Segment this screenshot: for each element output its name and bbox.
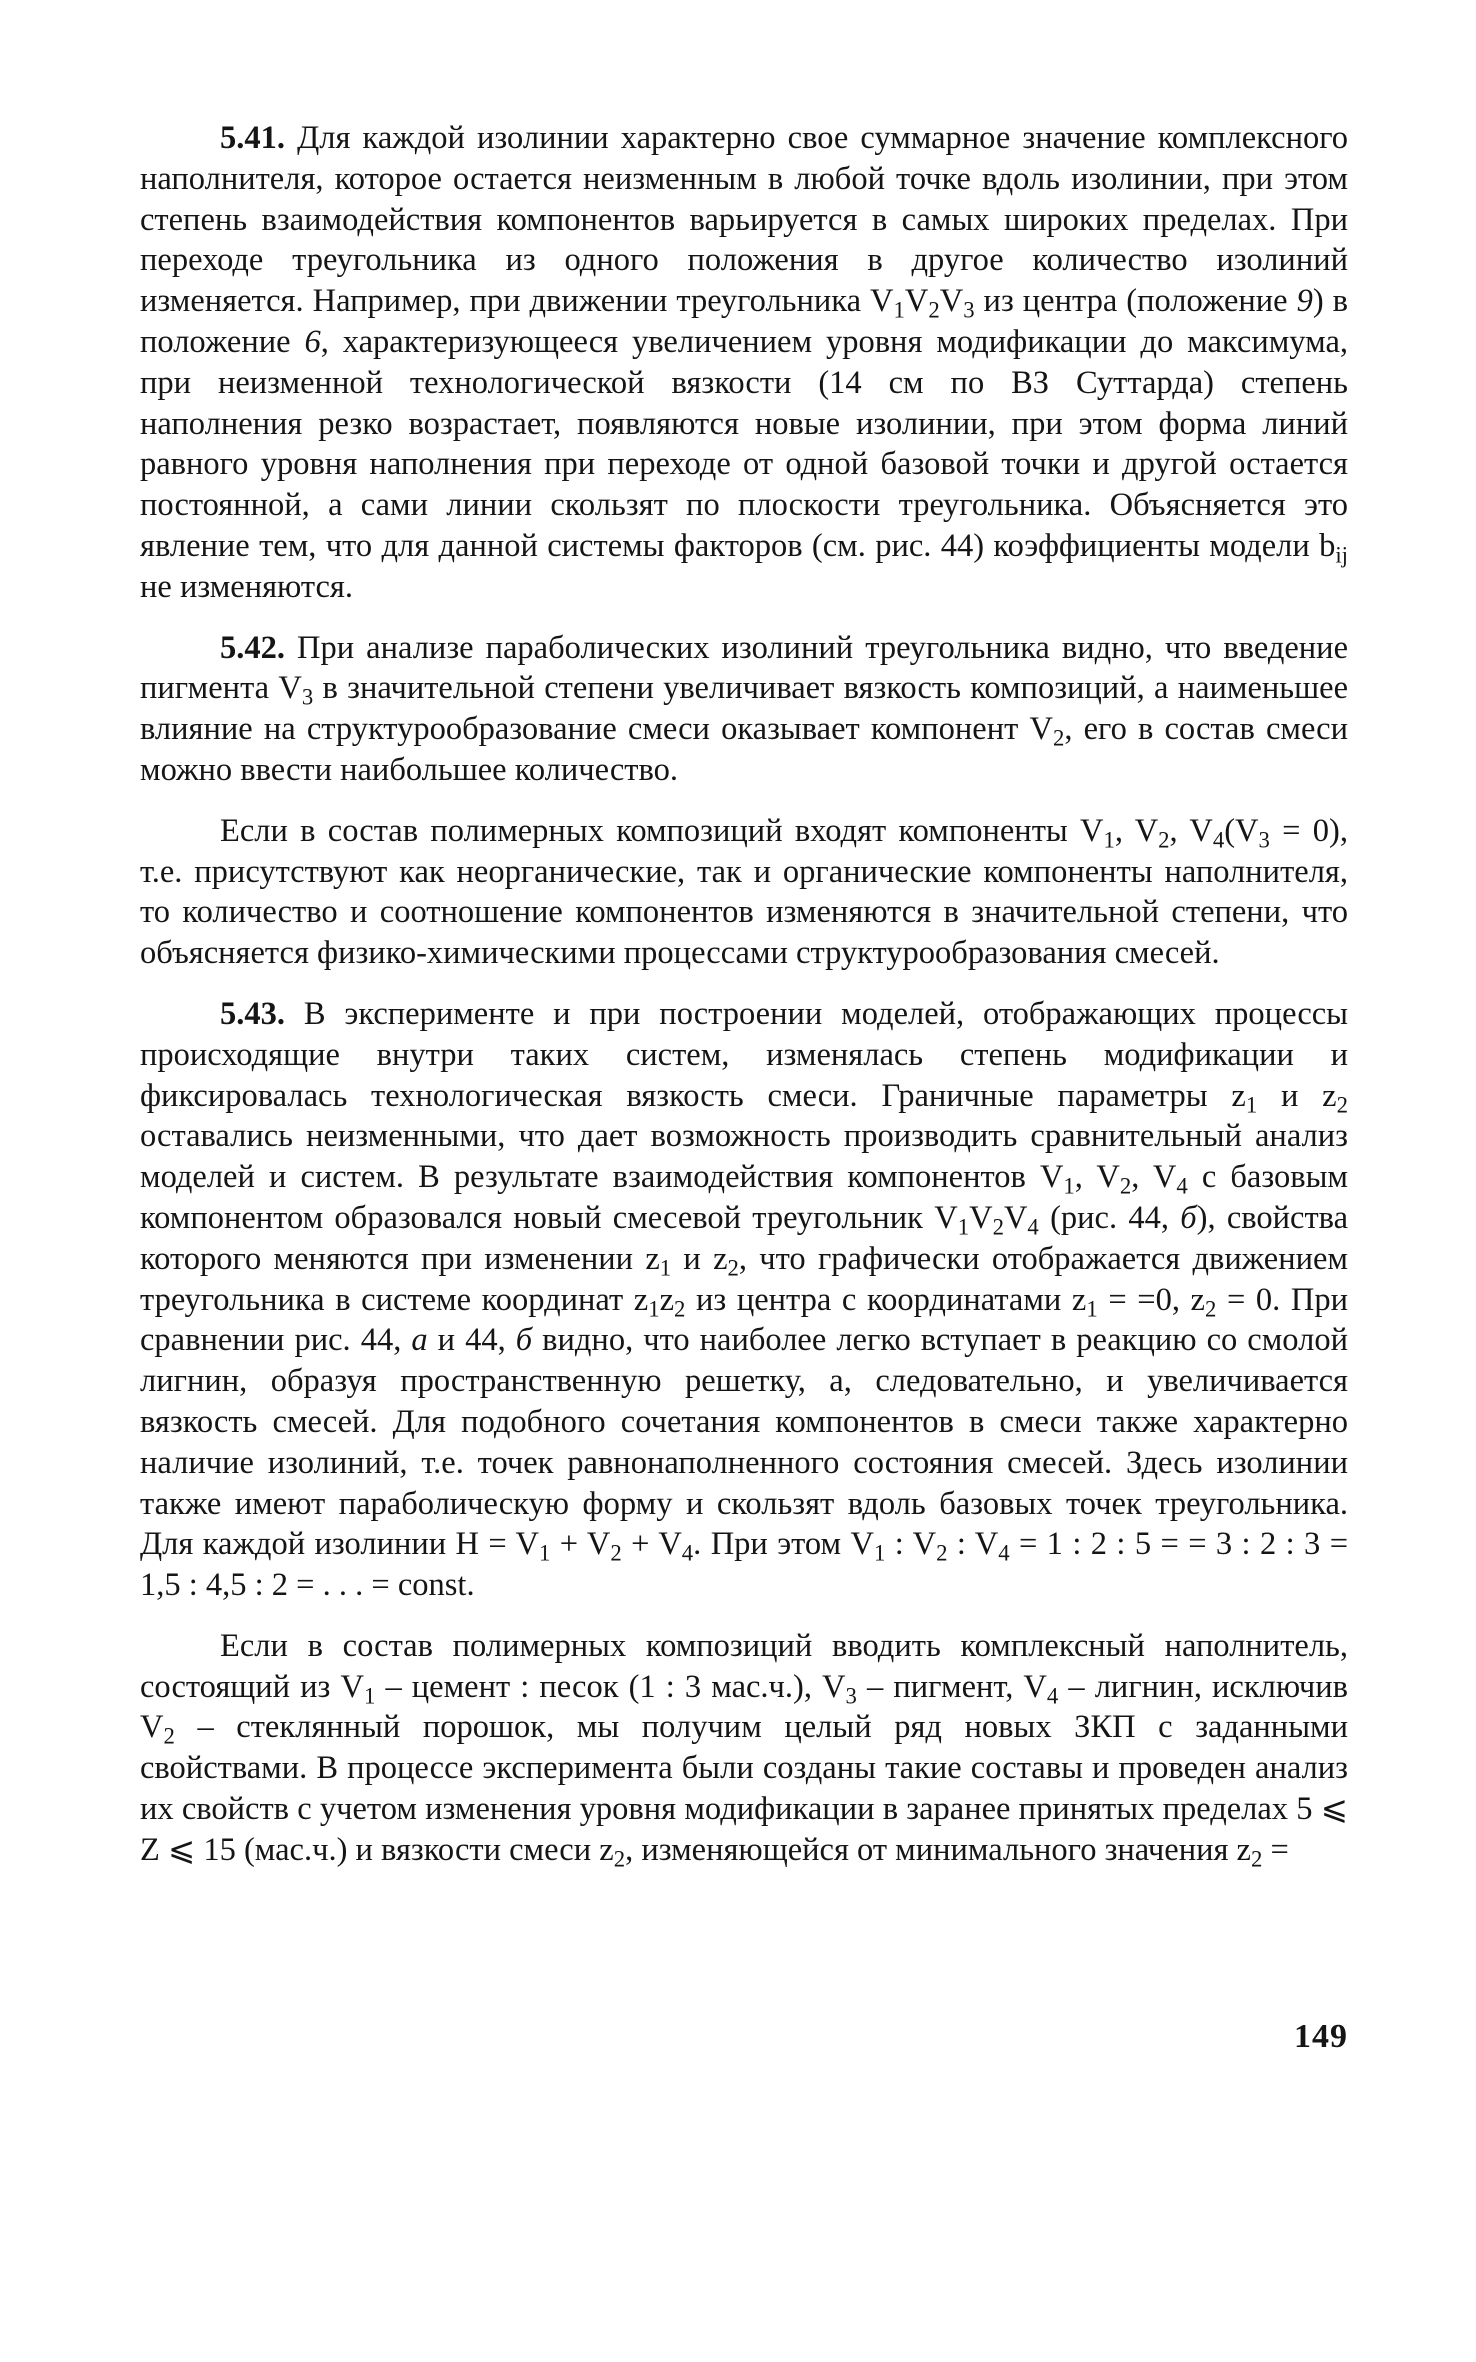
paragraph-components-v1-v2-v4 (140, 811, 1348, 974)
section-number: 5.42. (220, 629, 285, 666)
paragraph-5-42 (140, 628, 1348, 791)
text-run: из центра с координатами z (685, 1281, 1087, 1318)
paragraph-5-43 (140, 994, 1348, 1606)
subscript: 1 (893, 297, 905, 323)
subscript: 2 (1158, 827, 1170, 853)
subscript: 2 (936, 1540, 948, 1566)
text-run: и z (1257, 1077, 1337, 1114)
text-run: – цемент : песок (1 : 3 мас.ч.), V (375, 1668, 846, 1705)
subscript: 4 (1046, 1683, 1059, 1709)
text-run: ) в положение (140, 283, 1349, 360)
text-run: V (904, 283, 929, 320)
text-run: + V (621, 1526, 682, 1563)
text-run: , V (1074, 1159, 1120, 1196)
italic-text: а (411, 1322, 428, 1359)
text-run: V (969, 1199, 993, 1236)
text-run: z (659, 1281, 675, 1318)
subscript: 1 (1063, 1173, 1075, 1199)
text-run: Если в состав полимерных композиций входят компоненты V (220, 812, 1104, 849)
text-run: . При этом V (693, 1526, 874, 1563)
text-run: V (1003, 1199, 1028, 1236)
text-run: , характеризующееся увеличением уровня модификации до максимума, при неизменной технологической вязкости (14 см по ВЗ Суттарда) степень наполнения резко возрастает, появляются новые изолинии, при этом форма линий равного уровня наполнения при переходе от одной базовой точки и другой остается постоянной, а сами линии скользят по плоскости треугольника. Объясняется это явление тем, что для данной системы факторов (см. рис. 44) коэффициенты модели b (140, 323, 1348, 564)
text-run: = =0, z (1097, 1281, 1205, 1318)
text-run: В эксперименте и при построении моделей, отображающих процессы происходящие внутри таких систем, изменялась степень модификации и фиксировалась технологическая вязкость смеси. Граничные параметры z (140, 995, 1348, 1114)
text-run: – лигнин, исключив V (140, 1668, 1348, 1746)
text-run: с базовым компонентом образовался новый смесевой треугольник V (140, 1159, 1348, 1236)
subscript: 3 (845, 1683, 857, 1709)
subscript: 1 (1245, 1091, 1258, 1117)
italic-text: 9 (1296, 283, 1313, 320)
text-run: Если в состав полимерных композиций вводить комплексный наполнитель, состоящий из V (140, 1627, 1348, 1705)
text-run: , его в состав смеси можно ввести наибольшее количество. (140, 711, 1348, 788)
subscript: 2 (1250, 1846, 1263, 1872)
page-number: 149 (1294, 2018, 1348, 2055)
italic-text: 6 (304, 323, 321, 360)
subscript: 2 (674, 1295, 686, 1321)
text-run: (рис. 44, (1038, 1199, 1181, 1236)
subscript: 2 (928, 297, 940, 323)
subscript: ij (1335, 542, 1348, 568)
text-run: не изменяются. (140, 568, 353, 605)
text-run: из центра (положение (974, 283, 1297, 320)
subscript: 3 (1258, 827, 1270, 853)
subscript: 1 (659, 1255, 672, 1281)
subscript: 2 (610, 1540, 622, 1566)
text-run: = (1262, 1831, 1289, 1868)
text-run: , V (1131, 1159, 1177, 1196)
subscript: 1 (957, 1214, 970, 1240)
text-run: При анализе параболических изолиний треугольника видно, что введение пигмента V (140, 629, 1348, 707)
text-run: + V (550, 1526, 611, 1563)
subscript: 2 (992, 1214, 1004, 1240)
text-run: и z (671, 1240, 728, 1277)
text-run: ), свойства которого меняются при изменении z (140, 1199, 1349, 1277)
subscript: 2 (1204, 1295, 1217, 1321)
subscript: 4 (1176, 1173, 1188, 1199)
text-run: = 0. При сравнении рис. 44, (140, 1281, 1348, 1359)
text-run: , V (1114, 812, 1159, 849)
text-run: оставались неизменными, что дает возможность производить сравнительный анализ моделей и систем. В результате взаимодействия компонентов V (140, 1118, 1348, 1196)
subscript: 2 (727, 1255, 739, 1281)
text-run: в значительной степени увеличивает вязкость композиций, а наименьшее влияние на структурообразование смеси оказывает компонент V (140, 670, 1348, 748)
subscript: 4 (1027, 1214, 1039, 1240)
paragraph-complex-filler (140, 1626, 1348, 1871)
text-run: (V (1224, 812, 1259, 849)
subscript: 3 (963, 297, 975, 323)
subscript: 4 (998, 1540, 1010, 1566)
text-run: , что графически отображается движением треугольника в системе координат z (140, 1240, 1348, 1318)
text-run: Для каждой изолинии характерно свое суммарное значение комплексного наполнителя, которое остается неизменным в любой точке вдоль изолинии, при этом степень взаимодействия компонентов варьируется в самых широких пределах. При переходе треугольника из одного положения в другое количество изолиний изменяется. Например, при движении треугольника V (140, 120, 1348, 320)
section-number: 5.41. (220, 120, 285, 156)
text-run: – стеклянный порошок, мы получим целый ряд новых ЗКП с заданными свойствами. В процессе эксперимента были созданы такие составы и проведен анализ их свойств с учетом изменения уровня модификации в заранее принятых пределах 5 ⩽ Z ⩽ 15 (мас.ч.) и вязкости смеси z (140, 1709, 1348, 1868)
text-run: : V (885, 1526, 937, 1563)
subscript: 2 (1052, 725, 1065, 751)
section-number: 5.43. (220, 995, 285, 1032)
subscript: 2 (1336, 1091, 1348, 1117)
text-run: = 0), т.е. присутствуют как неорганические, так и органические компоненты наполнителя, то количество и соотношение компонентов изменяются в значительной степени, что объясняется физико-химическими процессами структурообразования смесей. (140, 812, 1348, 972)
paragraph-5-41 (140, 118, 1348, 608)
text-run: = 1 : 2 : 5 = = 3 : 2 : 3 = 1,5 : 4,5 : 2 = . . . = const. (140, 1526, 1349, 1604)
subscript: 1 (363, 1683, 376, 1709)
italic-text: б (515, 1322, 533, 1359)
subscript: 2 (613, 1846, 626, 1872)
body-text (140, 118, 1348, 1871)
text-run: V (939, 283, 964, 320)
italic-text: б (1180, 1199, 1197, 1236)
text-run: , V (1169, 812, 1213, 849)
text-run: : V (947, 1526, 999, 1563)
subscript: 1 (874, 1540, 886, 1566)
text-run: – пигмент, V (856, 1668, 1047, 1705)
subscript: 4 (681, 1540, 694, 1566)
subscript: 2 (1119, 1173, 1132, 1199)
text-run: видно, что наиболее легко вступает в реакцию со смолой лигнин, образуя пространственную решетку, а, следовательно, и увеличивается вязкость смесей. Для подобного сочетания компонентов в смеси также характерно наличие изолиний, т.е. точек равнонаполненного состояния смесей. Здесь изолинии также имеют параболическую форму и скользят вдоль базовых точек треугольника. Для каждой изолинии H = V (140, 1322, 1348, 1563)
subscript: 1 (539, 1540, 551, 1566)
subscript: 1 (648, 1295, 660, 1321)
text-run: , изменяющейся от минимального значения z (625, 1831, 1251, 1868)
subscript: 1 (1086, 1295, 1098, 1321)
text-run: и 44, (427, 1322, 516, 1359)
subscript: 3 (301, 684, 314, 710)
subscript: 4 (1212, 827, 1225, 853)
subscript: 1 (1103, 827, 1115, 853)
subscript: 2 (163, 1723, 175, 1749)
